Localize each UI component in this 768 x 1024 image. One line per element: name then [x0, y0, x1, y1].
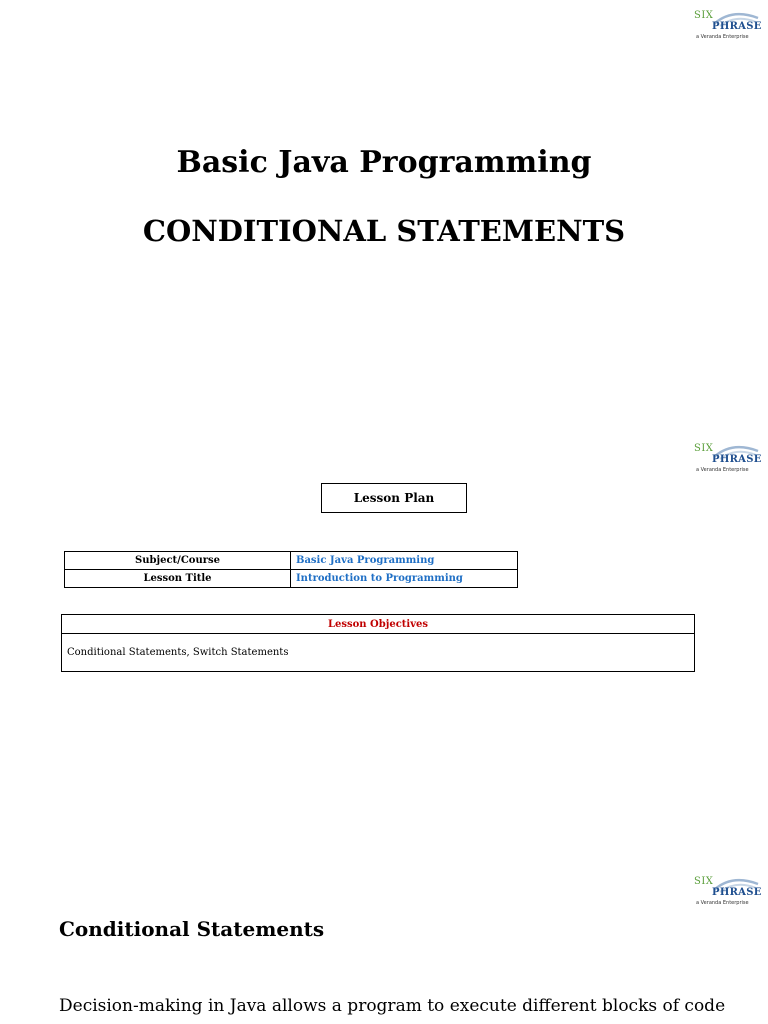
sixphrase-logo	[692, 876, 762, 910]
table-row	[62, 634, 695, 672]
logo-six-text: SIX	[694, 443, 714, 454]
subject-course-key: Subject/Course	[65, 552, 291, 570]
lesson-info-table	[64, 551, 518, 588]
lesson-objectives-table	[61, 614, 695, 672]
section-heading: Conditional Statements	[59, 917, 325, 941]
table-row	[62, 615, 695, 634]
lesson-plan-label: Lesson Plan	[321, 483, 467, 513]
logo-phrase-text: PHRASE	[712, 454, 762, 465]
logo-tagline: a Veranda Enterprise	[696, 34, 749, 40]
lesson-objectives-body: Conditional Statements, Switch Statements	[62, 634, 695, 672]
subject-course-value: Basic Java Programming	[291, 552, 518, 570]
lesson-title-value: Introduction to Programming	[291, 570, 518, 588]
logo-six-text: SIX	[694, 876, 714, 887]
table-row	[65, 552, 518, 570]
logo-six-text: SIX	[694, 10, 714, 21]
logo-phrase-text: PHRASE	[712, 887, 762, 898]
logo-tagline: a Veranda Enterprise	[696, 900, 749, 906]
logo-tagline: a Veranda Enterprise	[696, 467, 749, 473]
logo-phrase-text: PHRASE	[712, 21, 762, 32]
cover-title: Basic Java Programming	[176, 145, 592, 180]
lesson-title-key: Lesson Title	[65, 570, 291, 588]
table-row	[65, 570, 518, 588]
section-body-text: Decision-making in Java allows a program to execute different blocks of code	[59, 996, 726, 1016]
cover-subtitle: CONDITIONAL STATEMENTS	[142, 214, 626, 248]
sixphrase-logo	[692, 443, 762, 477]
sixphrase-logo	[692, 10, 762, 44]
lesson-objectives-header: Lesson Objectives	[62, 615, 695, 634]
